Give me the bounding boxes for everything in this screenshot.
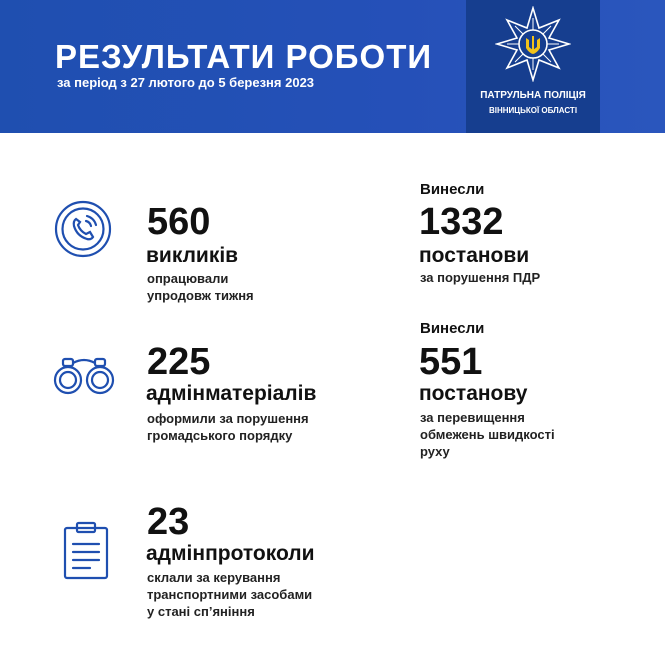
description-line: за перевищення <box>420 410 525 425</box>
description-line: упродовж тижня <box>147 288 254 303</box>
description-line: оформили за порушення <box>147 411 309 426</box>
description-line: за порушення ПДР <box>420 270 541 285</box>
phone-call-icon <box>53 199 113 259</box>
admin-protocols-description <box>147 569 312 620</box>
traffic-resolutions-prefix: Винесли <box>420 181 485 198</box>
description-line: обмежень швидкості <box>420 427 555 442</box>
admin-materials-count: 225 <box>147 341 211 383</box>
admin-protocols-label: адмінпротоколи <box>146 542 315 565</box>
speeding-resolutions-description <box>420 409 555 460</box>
period-subtitle: за період з 27 лютого до 5 березня 2023 <box>57 75 315 90</box>
description-line: руху <box>420 444 450 459</box>
header-banner <box>0 0 665 133</box>
handcuffs-icon <box>52 353 116 403</box>
admin-protocols-count: 23 <box>147 501 190 543</box>
calls-label: викликів <box>146 244 239 267</box>
speeding-resolutions-label: постанову <box>419 382 528 405</box>
admin-materials-label: адмінматеріалів <box>146 382 317 405</box>
police-star-emblem-icon <box>495 6 571 82</box>
calls-count: 560 <box>147 201 211 243</box>
badge-title: ПАТРУЛЬНА ПОЛІЦІЯ <box>480 90 586 101</box>
description-line: транспортними засобами <box>147 587 313 602</box>
description-line: опрацювали <box>147 271 229 286</box>
admin-materials-description <box>147 410 309 444</box>
police-badge-panel <box>466 0 600 133</box>
traffic-resolutions-description <box>420 269 540 286</box>
traffic-resolutions-label: постанови <box>419 244 530 267</box>
badge-region: ВІННИЦЬКОЇ ОБЛАСТІ <box>488 106 578 115</box>
calls-description <box>147 270 254 304</box>
description-line: громадського порядку <box>147 428 293 443</box>
speeding-resolutions-count: 551 <box>419 341 483 383</box>
page-title: РЕЗУЛЬТАТИ РОБОТИ <box>55 38 433 75</box>
description-line: склали за керування <box>147 570 281 585</box>
speeding-resolutions-prefix: Винесли <box>420 320 485 337</box>
traffic-resolutions-count: 1332 <box>419 201 504 243</box>
description-line: у стані сп’яніння <box>147 604 255 619</box>
clipboard-icon <box>62 520 110 580</box>
